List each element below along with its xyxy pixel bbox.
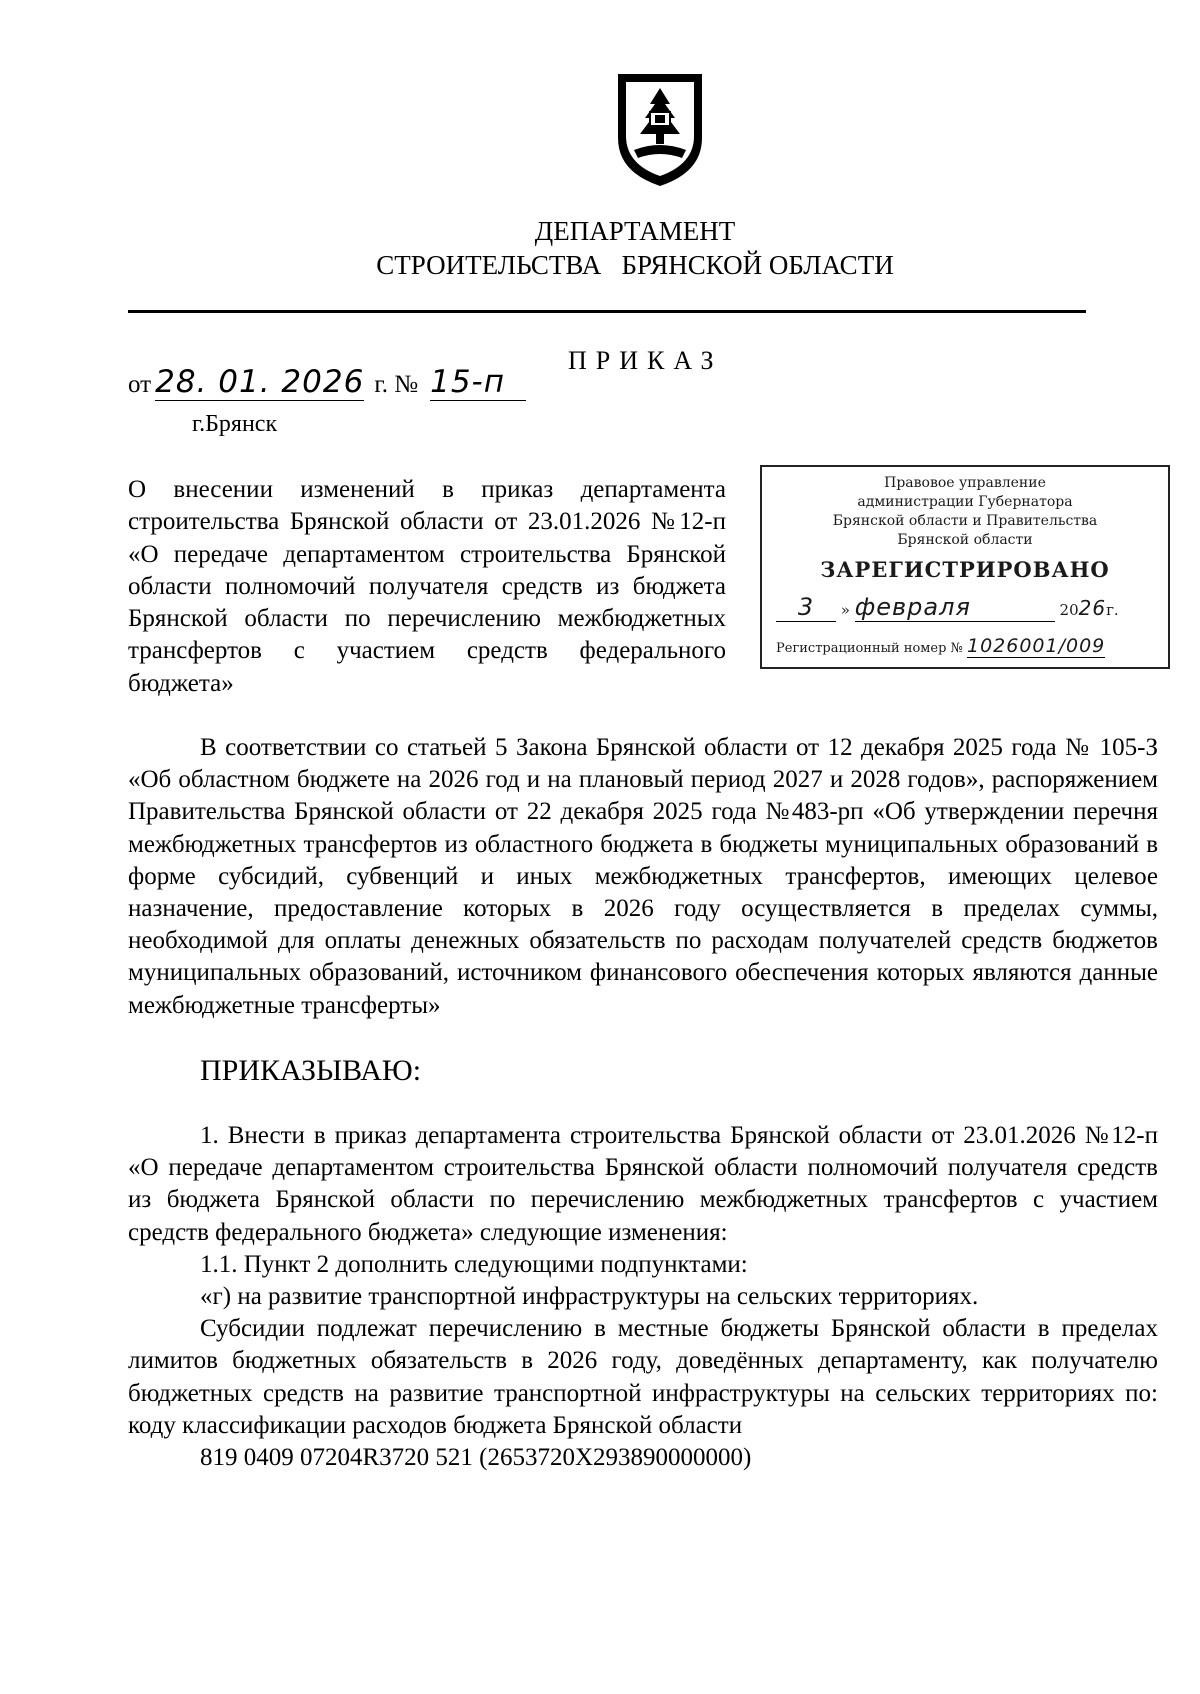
department-name-line1: ДЕПАРТАМЕНТ — [534, 216, 736, 246]
stamp-year-suffix: г. — [1106, 601, 1119, 619]
item-g-paragraph: «г) на развитие транспортной инфраструктуры на сельских территориях. — [200, 1283, 979, 1311]
header-divider — [128, 310, 1086, 313]
from-label: от — [128, 371, 152, 398]
stamp-registration-number: 1026001/009 — [966, 635, 1106, 657]
coat-of-arms-emblem — [612, 68, 708, 190]
registration-stamp — [760, 465, 1170, 669]
order-number-handwritten: 15-п — [430, 364, 526, 401]
budget-code: 819 0409 07204R3720 521 (2653720Х293890000000) — [200, 1444, 752, 1472]
stamp-day: 3 — [776, 593, 836, 622]
order-items-block — [128, 1120, 1158, 1474]
stamp-registration-number-line — [776, 635, 1160, 665]
item-1-paragraph: 1. Внести в приказ департамента строительства Брянской области от 23.01.2026 №12-п «О передаче департаментом строительства Брянской области полномочий получателя средств из бюджета Брянской области по перечислению межбюджетных трансфертов с участием средств федерального бюджета» следующие изменения: — [128, 1122, 1158, 1246]
stamp-line-3: Брянской области и Правительства — [832, 513, 1098, 529]
order-directive-word: ПРИКАЗЫВАЮ: — [200, 1054, 422, 1087]
stamp-line-1: Правовое управление — [884, 475, 1046, 491]
document-type-title: ПРИКАЗ — [568, 346, 723, 375]
stamp-registration-number-label: Регистрационный номер № — [776, 641, 963, 656]
stamp-year-prefix: 20 — [1059, 601, 1079, 619]
preamble-block — [128, 732, 1158, 1022]
stamp-line-4: Брянской области — [897, 532, 1033, 548]
department-name-line2: СТРОИТЕЛЬСТВА БРЯНСКОЙ ОБЛАСТИ — [376, 250, 894, 280]
stamp-line-2: администрации Губернатора — [857, 494, 1073, 510]
order-subject: О внесении изменений в приказ департамента строительства Брянской области от 23.01.2026 №12-п «О передаче департаментом строительства Брянской области полномочий получателя средств из бюджета Брянской области по перечислению межбюджетных трансфертов с участием средств федерального бюджета» — [128, 476, 726, 697]
stamp-day-quote: » — [840, 601, 850, 619]
stamp-year-handwritten: 26 — [1078, 596, 1107, 620]
item-1-1-paragraph: 1.1. Пункт 2 дополнить следующими подпунктами: — [200, 1250, 748, 1278]
order-date-handwritten: 28. 01. 2026 — [155, 364, 365, 400]
subsidy-paragraph: Субсидии подлежат перечислению в местные бюджеты Брянской области в пределах лимитов бюджетных обязательств в 2026 году, доведённых департаменту, как получателю бюджетных средств на развитие транспортной инфраструктуры на сельских территориях по: коду классификации расходов бюджета Брянской области — [128, 1315, 1158, 1439]
stamp-month: февраля — [855, 593, 1055, 622]
city-label: г.Брянск — [192, 411, 278, 437]
stamp-registered-label: ЗАРЕГИСТРИРОВАНО — [820, 557, 1110, 582]
stamp-date-line — [776, 593, 1158, 629]
order-number-label: г. № — [374, 371, 419, 398]
order-date-number-line — [128, 364, 526, 401]
preamble-paragraph: В соответствии со статьей 5 Закона Брянской области от 12 декабря 2025 года № 105-З «Об областном бюджете на 2026 год и на плановый период 2027 и 2028 годов», распоряжением Правительства Брянской области от 22 декабря 2025 года №483-рп «Об утверждении перечня межбюджетных трансфертов из областного бюджета в бюджеты муниципальных образований в форме субсидий, субвенций и иных межбюджетных трансфертов, имеющих целевое назначение, предоставление которых в 2026 году осуществляется в пределах суммы, необходимой для оплаты денежных обязательств по расходам получателей средств бюджетов муниципальных образований, источником финансового обеспечения которых являются данные межбюджетные трансферты» — [128, 734, 1158, 1019]
